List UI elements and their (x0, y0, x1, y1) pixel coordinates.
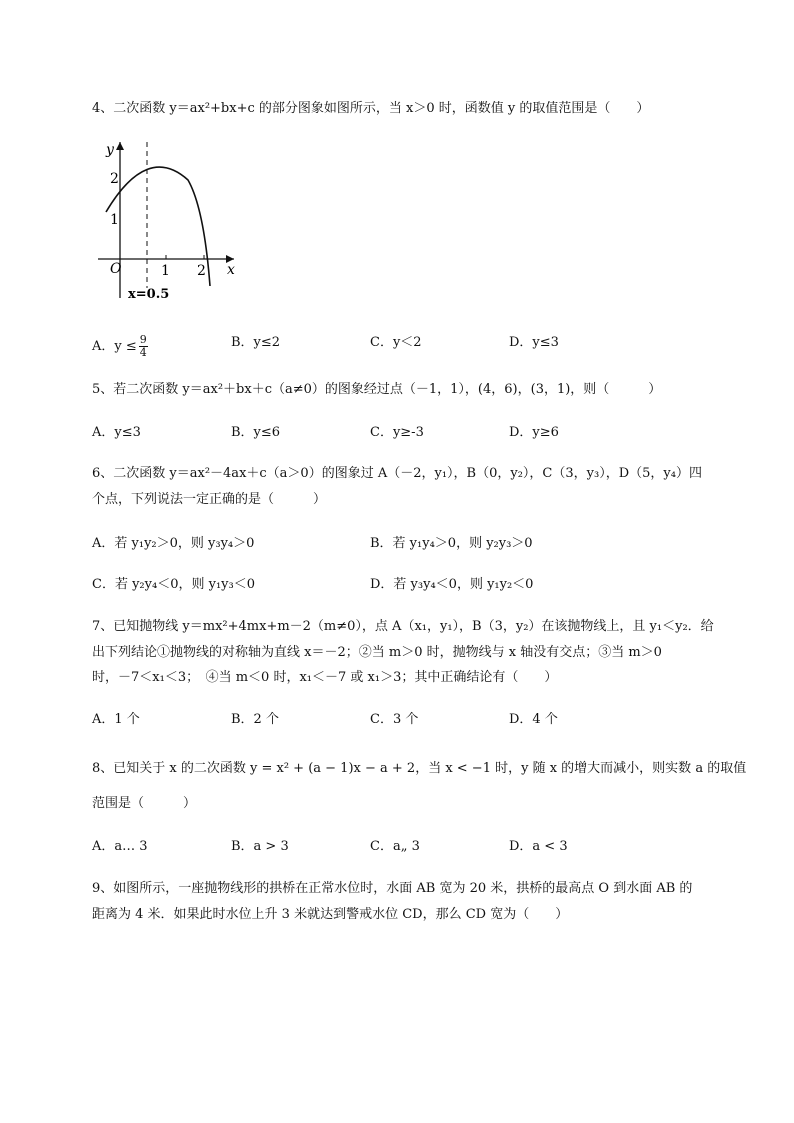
question-6-option-b: B．若 y₁y₄＞0，则 y₂y₃＞0 (370, 536, 533, 551)
question-8-line-2: 范围是（ ） (92, 796, 197, 811)
parabola-curve (106, 167, 210, 286)
question-7-line-2: 出下列结论①抛物线的对称轴为直线 x＝－2；②当 m＞0 时，抛物线与 x 轴没有交点；③当 m＞0 (92, 645, 662, 660)
origin-label: O (110, 261, 122, 277)
question-4-stem: 4、二次函数 y＝ax²+bx+c 的部分图象如图所示，当 x＞0 时，函数值 y 的取值范围是（ ） (92, 101, 650, 116)
x-tick-label-1: 1 (161, 263, 170, 279)
question-8-option-c: C．a„ 3 (370, 839, 420, 854)
question-7-option-b: B．2 个 (231, 712, 279, 727)
x-tick-label-2: 2 (197, 263, 206, 279)
question-5-option-a: A．y≤3 (92, 425, 141, 440)
question-9-line-1: 9、如图所示，一座抛物线形的拱桥在正常水位时，水面 AB 宽为 20 米，拱桥的最高点 O 到水面 AB 的 (92, 881, 693, 896)
question-9-line-2: 距离为 4 米．如果此时水位上升 3 米就达到警戒水位 CD，那么 CD 宽为（ ） (92, 907, 569, 922)
question-4-option-c: C．y＜2 (370, 335, 422, 350)
question-6-option-d: D．若 y₃y₄＜0，则 y₁y₂＜0 (370, 577, 534, 592)
question-6-option-c: C．若 y₂y₄＜0，则 y₁y₃＜0 (92, 577, 255, 592)
question-8-line-1: 8、已知关于 x 的二次函数 y = x² + (a − 1)x − a + 2，当 x < −1 时，y 随 x 的增大而减小，则实数 a 的取值 (92, 761, 747, 776)
question-8-option-b: B．a > 3 (231, 839, 289, 854)
question-8-option-d: D．a < 3 (509, 839, 568, 854)
question-5-option-d: D．y≥6 (509, 425, 559, 440)
question-4-option-d: D．y≤3 (509, 335, 559, 350)
y-axis-arrow-icon (116, 142, 124, 150)
question-7-option-c: C．3 个 (370, 712, 419, 727)
x-axis-label: x (227, 262, 235, 278)
question-5-stem: 5、若二次函数 y＝ax²＋bx＋c（a≠0）的图象经过点（－1，1），(4，6)，(3，1)，则（ ） (92, 382, 662, 397)
question-5-option-c: C．y≥-3 (370, 425, 424, 440)
question-4-graph (94, 138, 254, 308)
question-6-stem-line-1: 6、二次函数 y＝ax²－4ax＋c（a＞0）的图象过 A（－2，y₁），B（0，y₂），C（3，y₃），D（5，y₄）四 (92, 466, 702, 481)
question-6-option-a: A．若 y₁y₂＞0，则 y₃y₄＞0 (92, 536, 255, 551)
symmetry-caption: x=0.5 (128, 287, 170, 302)
question-5-option-b: B．y≤6 (231, 425, 281, 440)
y-tick-label-1: 1 (110, 212, 119, 228)
question-4-option-a: A．y ≤ $\frac{9}{4}$ (92, 333, 147, 359)
question-7-line-1: 7、已知抛物线 y＝mx²+4mx+m－2（m≠0），点 A（x₁，y₁），B（3，y₂）在该抛物线上，且 y₁＜y₂．给 (92, 619, 714, 634)
y-axis-label: y (106, 142, 114, 158)
question-8-option-a: A．a… 3 (92, 839, 148, 854)
question-4-option-b: B．y≤2 (231, 335, 281, 350)
question-7-option-a: A．1 个 (92, 712, 140, 727)
question-7-option-d: D．4 个 (509, 712, 558, 727)
question-6-stem-line-2: 个点，下列说法一定正确的是（ ） (92, 492, 327, 507)
y-tick-label-2: 2 (110, 171, 119, 187)
question-7-line-3: 时，－7＜x₁＜3； ④当 m＜0 时，x₁＜－7 或 x₁＞3；其中正确结论有（ ） (92, 670, 558, 685)
